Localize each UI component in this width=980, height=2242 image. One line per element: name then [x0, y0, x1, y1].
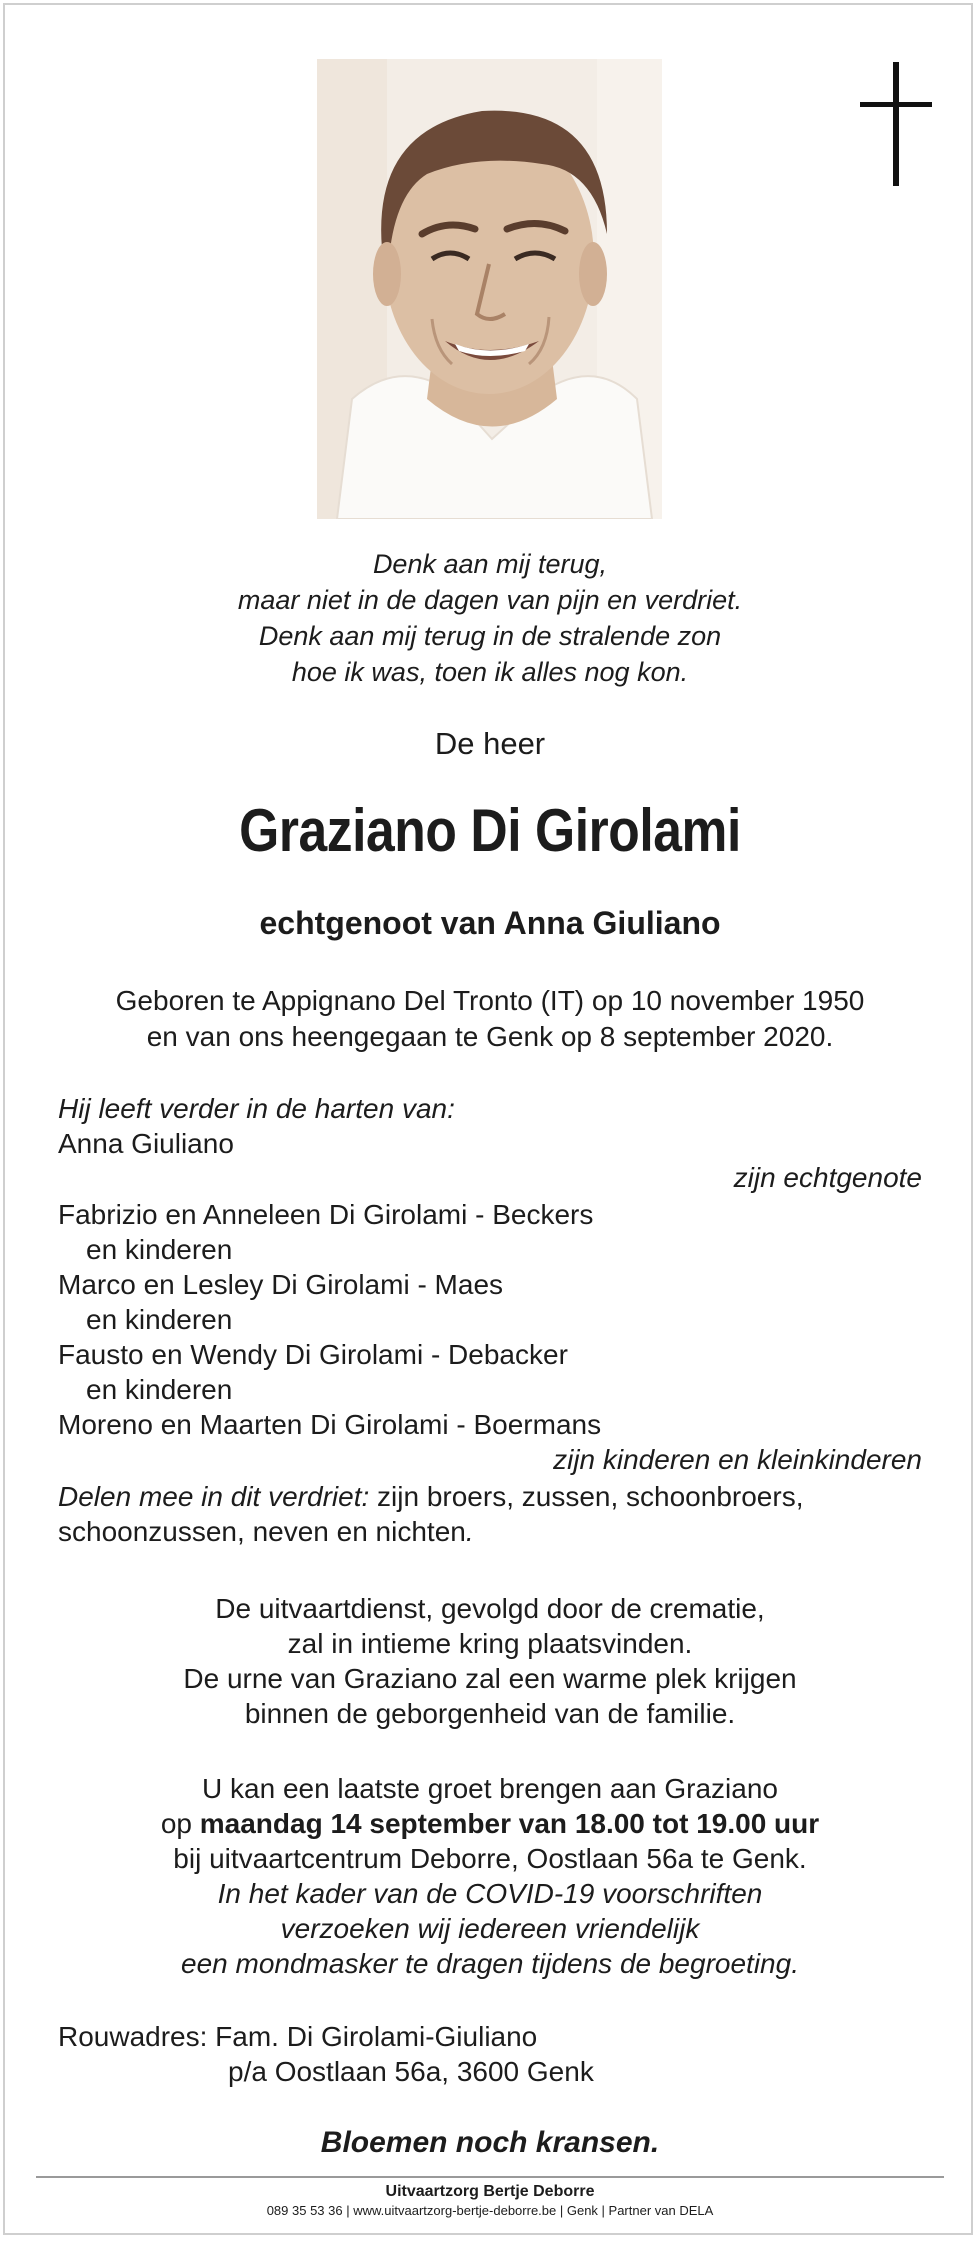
deceased-name: Graziano Di Girolami: [239, 797, 741, 864]
birth-death-info: [0, 983, 980, 1055]
mourning-address: [58, 2019, 594, 2089]
service-line: De uitvaartdienst, gevolgd door de crematie,: [215, 1593, 765, 1624]
poem-line: Denk aan mij terug in de stralende zon: [258, 621, 722, 651]
wife-role: zijn echtgenote: [733, 1162, 922, 1193]
address-line: p/a Oostlaan 56a, 3600 Genk: [228, 2056, 594, 2087]
share-grief: [58, 1479, 803, 1549]
visit-line: U kan een laatste groet brengen aan Graziano: [202, 1773, 778, 1804]
poem-line: maar niet in de dagen van pijn en verdriet.: [237, 585, 743, 615]
covid-line: verzoeken wij iedereen vriendelijk: [280, 1913, 700, 1944]
company-contact: 089 35 53 36 | www.uitvaartzorg-bertje-deborre.be | Genk | Partner van DELA: [266, 2203, 714, 2218]
visit-location: bij uitvaartcentrum Deborre, Oostlaan 56a te Genk.: [173, 1843, 807, 1874]
cross-icon: [860, 62, 932, 186]
service-line: zal in intieme kring plaatsvinden.: [287, 1628, 693, 1659]
poem: [0, 546, 980, 690]
flowers-note: Bloemen noch kransen.: [320, 2126, 660, 2159]
children-role: zijn kinderen en kleinkinderen: [553, 1444, 922, 1475]
covid-line: In het kader van de COVID-19 voorschriften: [217, 1878, 763, 1909]
list-item-sub: en kinderen: [86, 1234, 233, 1265]
list-item: Marco en Lesley Di Girolami - Maes: [58, 1269, 504, 1300]
death-line: en van ons heengegaan te Genk op 8 september 2020.: [146, 1021, 834, 1052]
list-item-sub: en kinderen: [86, 1304, 233, 1335]
visit-prefix: op: [160, 1808, 200, 1839]
address-line: Rouwadres: Fam. Di Girolami-Giuliano: [58, 2021, 538, 2052]
list-item: Moreno en Maarten Di Girolami - Boermans: [58, 1409, 602, 1440]
share-label: Delen mee in dit verdriet:: [58, 1481, 370, 1512]
poem-line: Denk aan mij terug,: [372, 549, 608, 579]
share-text: zijn broers, zussen, schoonbroers,: [369, 1481, 804, 1512]
poem-line: hoe ik was, toen ik alles nog kon.: [291, 657, 689, 687]
funeral-company: Uitvaartzorg Bertje Deborre: [385, 2183, 595, 2200]
visit-datetime: maandag 14 september van 18.00 tot 19.00 uur: [199, 1808, 820, 1839]
spouse-line: echtgenoot van Anna Giuliano: [259, 905, 721, 941]
share-text-2: schoonzussen, neven en nichten: [58, 1516, 466, 1547]
covid-line: een mondmasker te dragen tijdens de begroeting.: [181, 1948, 799, 1979]
list-item: Fabrizio en Anneleen Di Girolami - Beckers: [58, 1199, 594, 1230]
portrait-photo: [317, 59, 662, 519]
children-list: [58, 1197, 601, 1442]
visitation-info: [0, 1771, 980, 1981]
honorific: De heer: [434, 726, 546, 761]
service-line: De urne van Graziano zal een warme plek krijgen: [183, 1663, 797, 1694]
list-item: Fausto en Wendy Di Girolami - Debacker: [58, 1339, 568, 1370]
share-end: .: [465, 1516, 474, 1547]
footer-divider: [36, 2176, 944, 2178]
service-info: [0, 1591, 980, 1731]
list-item-sub: en kinderen: [86, 1374, 233, 1405]
service-line: binnen de geborgenheid van de familie.: [244, 1698, 736, 1729]
survivors-intro: Hij leeft verder in de harten van:: [58, 1093, 455, 1124]
wife-name: Anna Giuliano: [58, 1128, 234, 1159]
birth-line: Geboren te Appignano Del Tronto (IT) op 10 november 1950: [115, 985, 865, 1016]
